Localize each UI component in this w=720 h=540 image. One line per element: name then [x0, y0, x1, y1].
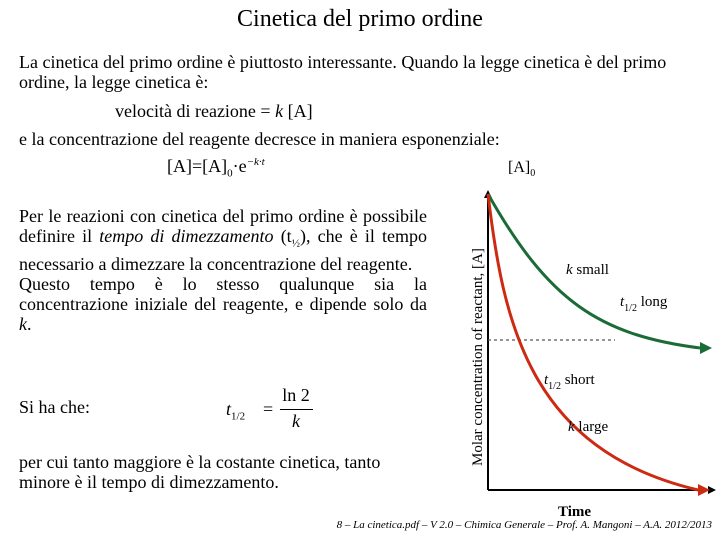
si-ha-che: Si ha che:	[19, 397, 90, 417]
exponential-law	[167, 156, 265, 180]
formula-fraction-bar	[280, 409, 313, 410]
formula-denominator: k	[292, 411, 300, 431]
k-large-arrowhead	[698, 484, 710, 496]
y-start-label: $[A]_0$	[508, 159, 536, 179]
x-axis-label: Time	[558, 504, 592, 520]
rate-equation-prefix: velocità di reazione =	[115, 101, 276, 121]
halflife-part3: ), che è il tempo necessario a dimezzare la concentrazione del reagente.	[19, 226, 427, 274]
halflife-paragraph	[19, 206, 427, 334]
rate-equation	[115, 101, 313, 122]
halflife-part1: Per le reazioni con cinetica del primo ordine è possibile definire il	[19, 206, 427, 246]
y-axis-label: Molar concentration of reactant, [A]	[470, 248, 486, 466]
halflife-k: k	[19, 313, 27, 334]
conclusion-paragraph: per cui tanto maggiore è la costante cinetica, tanto minore è il tempo di dimezzamento.	[19, 452, 381, 492]
exp-law-a: [A]=[A]	[167, 156, 228, 176]
formula-lhs-sub: 1/2	[231, 410, 246, 423]
rate-equation-suffix: [A]	[283, 101, 313, 121]
series-label-k-large: k large	[568, 419, 609, 435]
series-label-k-small: k small	[566, 262, 609, 278]
halflife-formula	[226, 385, 310, 435]
k-small-arrowhead	[700, 342, 712, 354]
intro-paragraph: La cinetica del primo ordine è piuttosto interessante. Quando la legge cinetica è del primo ordine, la legge cinetica è:	[19, 52, 667, 92]
halflife-long-label: $t_{1/2}$ long	[620, 294, 668, 314]
footer: 8 – La cinetica.pdf – V 2.0 – Chimica Generale – Prof. A. Mangoni – A.A. 2012/2013	[336, 519, 712, 531]
halflife-sub: ½	[291, 237, 300, 250]
halflife-part4: Questo tempo è lo stesso qualunque sia la concentrazione iniziale del reagente, e dipende solo da	[19, 273, 427, 314]
exp-law-dot: ·e	[232, 156, 247, 176]
decay-chart	[448, 150, 720, 522]
rate-constant-symbol: k	[275, 101, 284, 121]
formula-lhs	[226, 399, 245, 423]
formula-equals: =	[263, 399, 274, 419]
halflife-end: .	[27, 313, 32, 334]
formula-lhs-t: t	[226, 399, 232, 419]
page-title: Cinetica del primo ordine	[237, 6, 483, 32]
halflife-short-label: $t_{1/2}$ short	[544, 372, 595, 392]
halflife-term: tempo di dimezzamento	[99, 226, 274, 246]
exp-law-exponent: −k·t	[246, 156, 265, 168]
decay-sentence: e la concentrazione del reagente decresce in maniera esponenziale:	[19, 129, 500, 149]
halflife-part2: (t	[273, 226, 292, 246]
formula-numerator: ln 2	[282, 385, 310, 405]
exp-law-sub: 0	[227, 167, 233, 180]
